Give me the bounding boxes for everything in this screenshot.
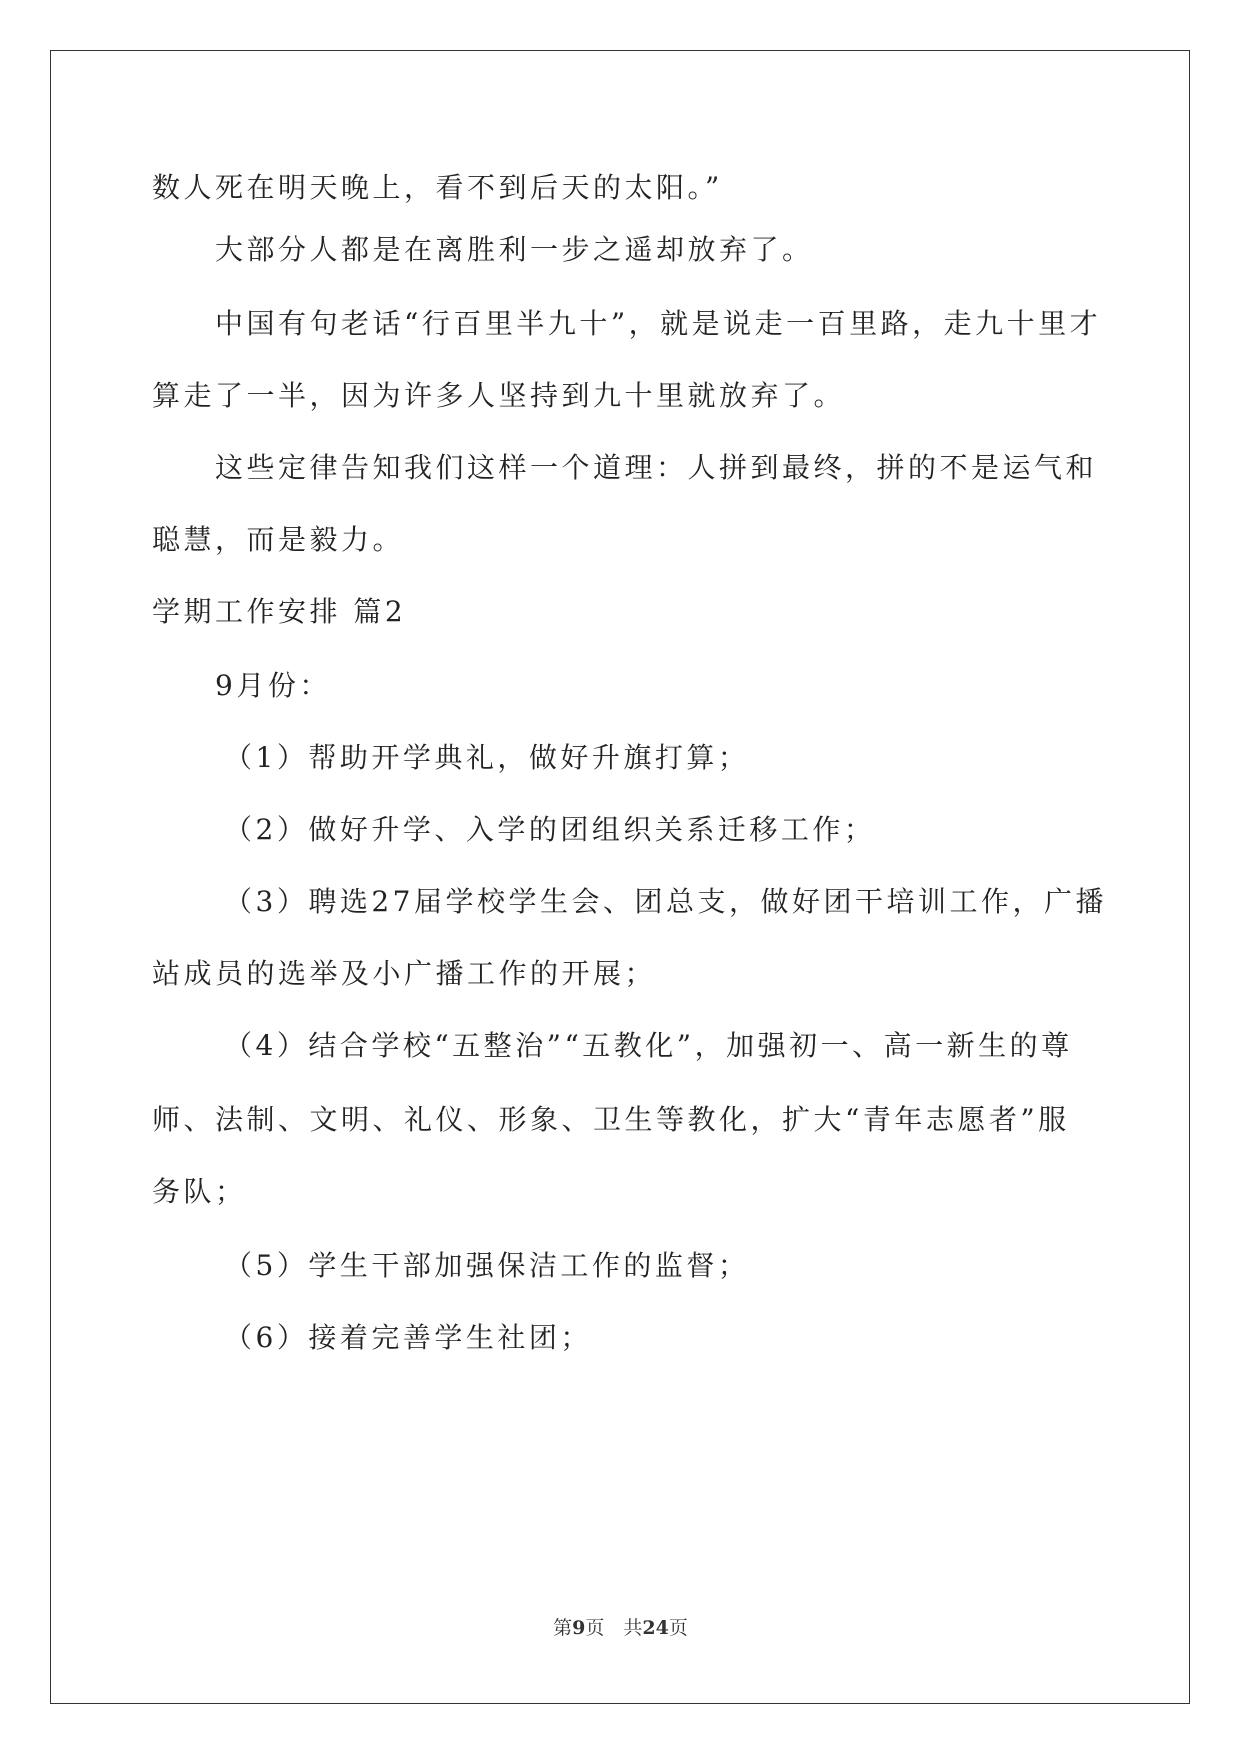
footer-middle: 页 共 xyxy=(585,1617,643,1639)
list-item: （2）做好升学、入学的团组织关系迁移工作； xyxy=(224,813,876,846)
list-item: （4）结合学校“五整治”“五教化”，加强初一、高一新生的尊 xyxy=(224,1029,1073,1062)
page-number: 9 xyxy=(572,1617,586,1639)
list-item: （3）聘选27届学校学生会、团总支，做好团干培训工作，广播 xyxy=(224,885,1107,918)
month-heading: 9月份： xyxy=(215,669,331,702)
paragraph-line: 数人死在明天晚上，看不到后天的太阳。” xyxy=(152,171,723,204)
page-footer xyxy=(0,1616,1241,1640)
list-item-continuation: 站成员的选举及小广播工作的开展； xyxy=(152,957,657,990)
section-heading: 学期工作安排 篇2 xyxy=(152,595,407,628)
paragraph-line: 聪慧，而是毅力。 xyxy=(152,523,405,556)
list-item: （6）接着完善学生社团； xyxy=(224,1321,592,1354)
list-item: （5）学生干部加强保洁工作的监督； xyxy=(224,1249,750,1282)
page-border xyxy=(50,50,1190,1704)
list-item-continuation: 务队； xyxy=(152,1175,247,1208)
list-item-continuation: 师、法制、文明、礼仪、形象、卫生等教化，扩大“青年志愿者”服 xyxy=(152,1103,1070,1136)
total-pages: 24 xyxy=(642,1617,669,1639)
footer-prefix: 第 xyxy=(553,1617,573,1639)
paragraph-line: 大部分人都是在离胜利一步之遥却放弃了。 xyxy=(215,233,814,266)
paragraph-line: 中国有句老话“行百里半九十”，就是说走一百里路，走九十里才 xyxy=(215,307,1102,340)
paragraph-line: 算走了一半，因为许多人坚持到九十里就放弃了。 xyxy=(152,379,846,412)
list-item: （1）帮助开学典礼，做好升旗打算； xyxy=(224,741,750,774)
footer-suffix: 页 xyxy=(668,1617,688,1639)
paragraph-line: 这些定律告知我们这样一个道理：人拼到最终，拼的不是运气和 xyxy=(215,451,1098,484)
